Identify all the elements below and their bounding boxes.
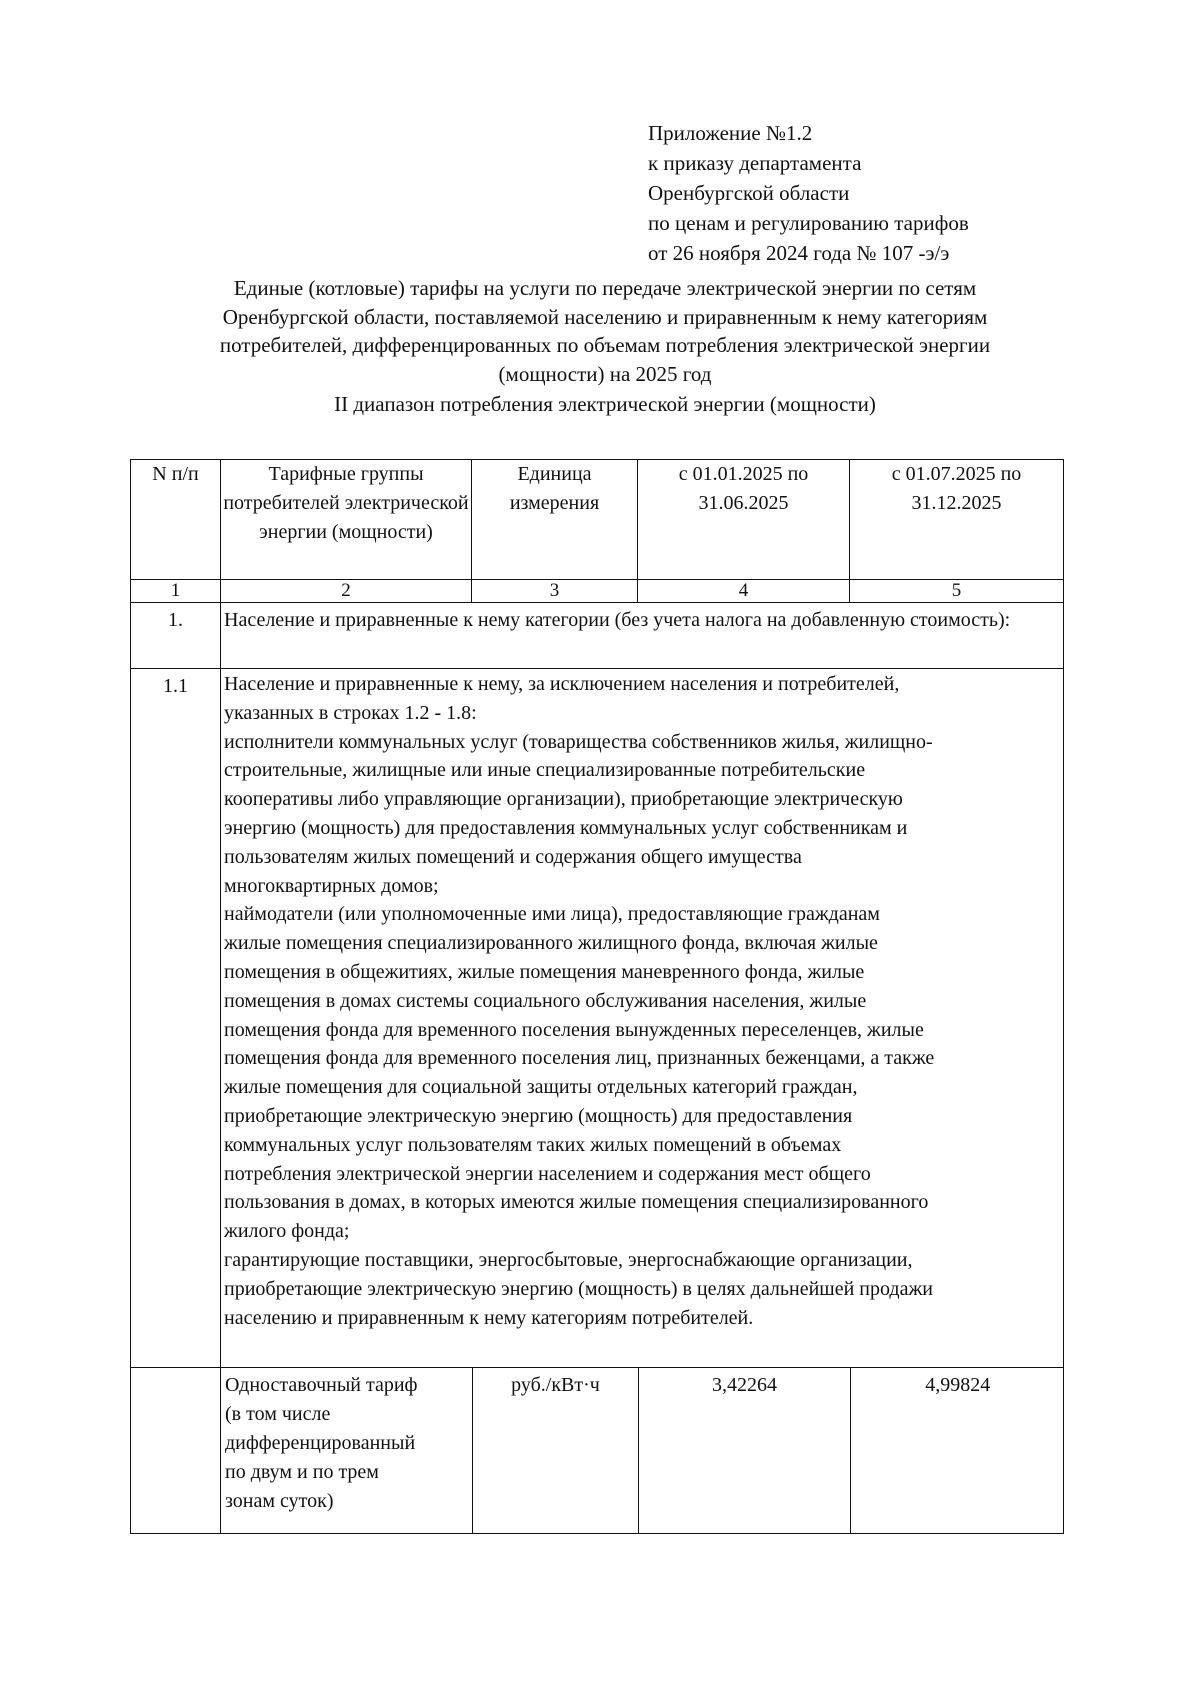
description-line: приобретающие электрическую энергию (мощность) для предоставления [224,1104,853,1127]
description-line: указанных в строках 1.2 - 1.8: [224,701,477,724]
column-number: 1 [131,580,221,603]
tariff-label-line: (в том числе [225,1403,331,1425]
description-line: наймодатели (или уполномоченные ими лица), предоставляющие гражданам [224,903,880,926]
title-line: Оренбургской области, поставляемой населению и приравненным к нему категориям [222,304,988,329]
row-category-text: Население и приравненные к нему категории (без учета налога на добавленную стоимость): [221,603,1064,669]
appendix-line: Оренбургской области [648,181,850,205]
column-number-row [131,580,1064,603]
tariff-value-period1: 3,42264 [638,1368,850,1533]
title-line: (мощности) на 2025 год [498,361,712,386]
description-line: населению и приравненным к нему категориям потребителей. [224,1306,754,1329]
description-line: приобретающие электрическую энергию (мощность) в целях дальнейшей продажи [224,1277,933,1300]
tariff-table [130,459,1064,1534]
description-line: жилого фонда; [224,1220,350,1243]
table-row [131,669,1064,1368]
header-cell-group: Тарифные группы потребителей электрической энергии (мощности) [221,460,472,580]
tariff-unit: руб./кВт·ч [472,1368,638,1533]
tariff-label-line: по двум и по трем [225,1461,379,1483]
appendix-line: Приложение №1.2 [648,121,813,145]
tariff-row [221,1368,1064,1533]
tariff-subtable [221,1368,1064,1533]
description-line: помещения фонда для временного поселения лиц, признанных беженцами, а также [224,1047,935,1070]
header-cell-num: N п/п [131,460,221,580]
description-line: потребления электрической энергии населением и содержания мест общего [224,1162,871,1185]
row-number: 1.1 [131,669,221,1368]
header-cell-period2: с 01.07.2025 по 31.12.2025 [850,460,1064,580]
tariff-label-line: зонам суток) [225,1490,334,1512]
document-subtitle: II диапазон потребления электрической энергии (мощности) [334,392,876,416]
description-line: помещения в домах системы социального обслуживания населения, жилые [224,989,867,1012]
appendix-line: к приказу департамента [648,151,862,175]
description-line: помещения фонда для временного поселения вынужденных переселенцев, жилые [224,1018,924,1041]
row-category-description [221,669,1064,1368]
title-line: потребителей, дифференцированных по объемам потребления электрической энергии [219,333,991,357]
header-cell-period1: с 01.01.2025 по 31.06.2025 [638,460,850,580]
tariff-label-line: дифференцированный [225,1432,416,1454]
description-line: многоквартирных домов; [224,874,439,897]
tariff-value-period2: 4,99824 [850,1368,1064,1533]
description-line: помещения в общежитиях, жилые помещения маневренного фонда, жилые [224,960,865,983]
appendix-line: от 26 ноября 2024 года № 107 -э/э [648,241,950,265]
description-line: Население и приравненные к нему, за исключением населения и потребителей, [224,673,900,695]
tariff-subrow-cell [221,1368,1064,1534]
appendix-line: по ценам и регулированию тарифов [648,211,969,235]
column-number: 2 [221,580,472,603]
description-line: жилые помещения для социальной защиты отдельных категорий граждан, [224,1076,858,1099]
description-line: пользователям жилых помещений и содержания общего имущества [224,845,802,868]
table-row [131,1368,1064,1534]
column-number: 4 [638,580,850,603]
document-title [110,274,1100,388]
description-line: коммунальных услуг пользователям таких жилых помещений в объемах [224,1133,842,1156]
column-number: 5 [850,580,1064,603]
description-line: гарантирующие поставщики, энергосбытовые, энергоснабжающие организации, [224,1248,913,1271]
appendix-block [648,118,1088,268]
empty-num-cell [131,1368,221,1534]
row-number: 1. [131,603,221,669]
description-line: кооперативы либо управляющие организации), приобретающие электрическую [224,788,903,811]
tariff-label-line: Одноставочный тариф [225,1374,418,1396]
column-number: 3 [472,580,638,603]
description-line: исполнители коммунальных услуг (товарищества собственников жилья, жилищно- [224,730,933,753]
tariff-label [221,1368,472,1533]
table-row [131,603,1064,669]
title-line: Единые (котловые) тарифы на услуги по передаче электрической энергии по сетям [233,276,977,300]
table-header-row [131,460,1064,580]
description-line: жилые помещения специализированного жилищного фонда, включая жилые [224,932,878,955]
description-line: пользования в домах, в которых имеются жилые помещения специализированного [224,1191,929,1214]
description-line: строительные, жилищные или иные специализированные потребительские [224,759,866,782]
description-line: энергию (мощность) для предоставления коммунальных услуг собственникам и [224,816,908,839]
header-cell-unit: Единица измерения [472,460,638,580]
